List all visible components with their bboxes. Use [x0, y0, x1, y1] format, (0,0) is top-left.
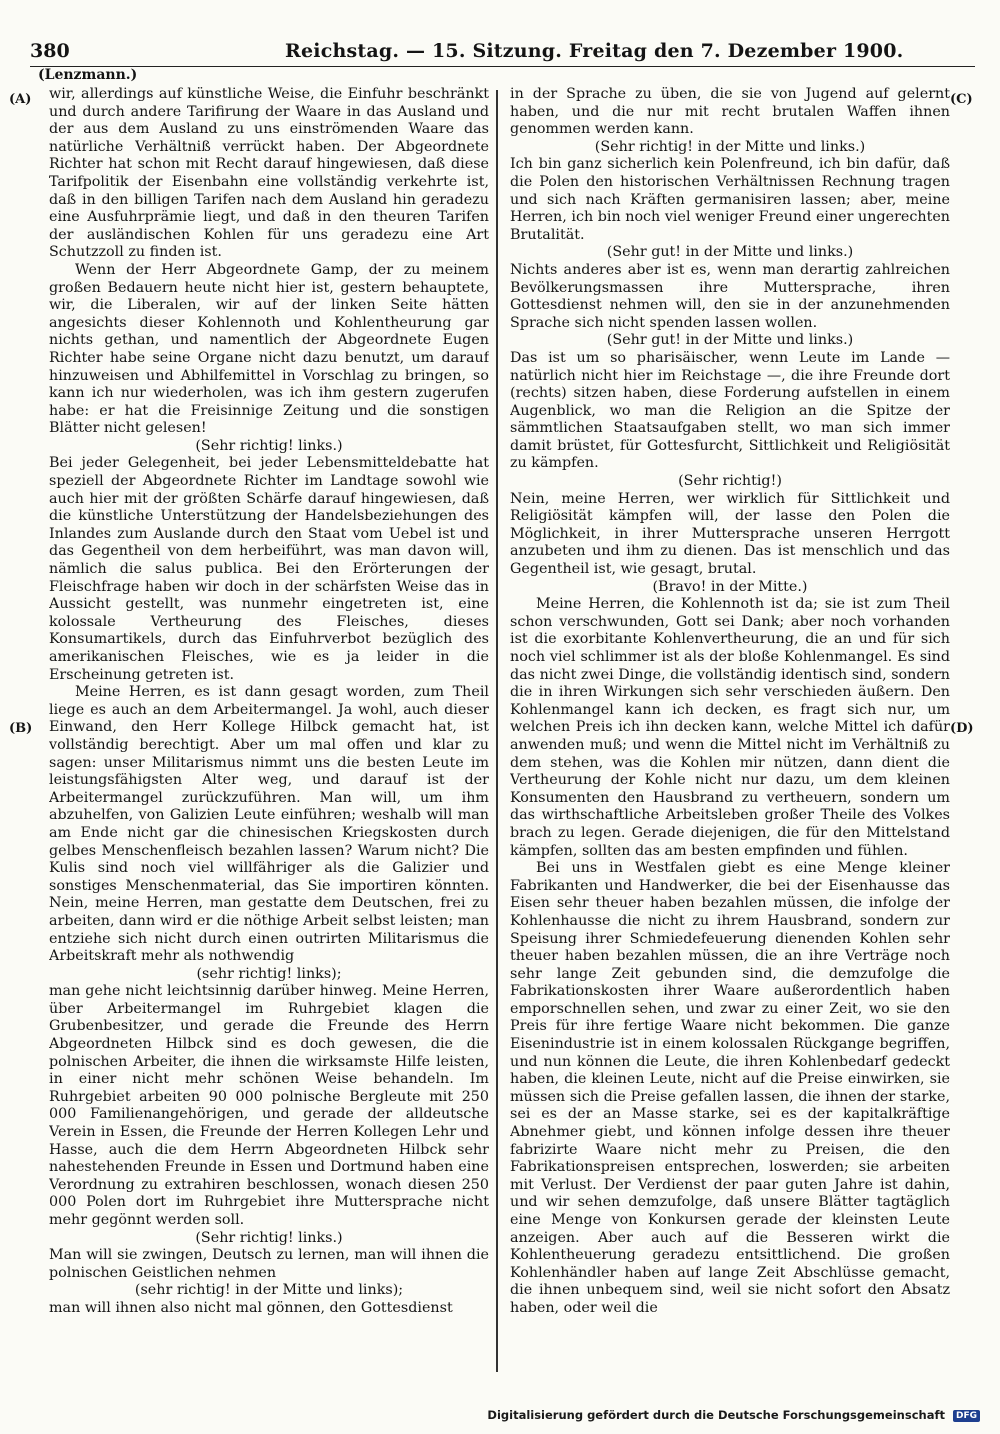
interjection: (sehr richtig! in der Mitte und links);: [134, 1282, 404, 1299]
margin-marker-c: (C): [950, 92, 973, 107]
page-number: 380: [30, 40, 70, 62]
paragraph: Nein, meine Herren, wer wirklich für Sittlichkeit und Religiösität kämpfen will, der lasse den Polen die Möglichkeit, in ihrer Muttersprache unseren Herrgott anzubeten und ihm zu dienen. Das ist menschlich und das Gegentheil ist, wie gesagt, brutal.: [510, 490, 950, 578]
paragraph: Meine Herren, es ist dann gesagt worden, zum Theil liege es auch an dem Arbeitermangel. Ja wohl, auch dieser Einwand, den Herr Kollege Hilbck gemacht hat, ist vollständig berechtigt. Aber um mal offen und klar zu sagen: unser Militarismus nimmt uns die besten Leute im leistungsfähigsten Alter weg, und darauf ist der Arbeitermangel zurückzuführen. Man will, um ihm abzuhelfen, von Galizien Leute einführen; weshalb will man am Ende nicht gar die chinesischen Kriegskosten durch gelbes Menschenfleisch bezahlen lassen? Warum nicht? Die Kulis sind noch viel willfähriger als die Galizier und sonstiges Menschenmaterial, das Sie importiren könnten. Nein, meine Herren, man gestatte dem Deutschen, frei zu arbeiten, dann wird er die nöthige Arbeit selbst leisten; man entziehe sich nicht durch einen outrirten Militarismus die Arbeitskraft mehr als nothwendig: [49, 684, 489, 965]
page-header: [30, 36, 975, 67]
paragraph: in der Sprache zu üben, die sie von Jugend auf gelernt haben, und die nur mit recht brutalen Waffen ihnen genommen werden kann.: [510, 86, 950, 138]
interjection: (Sehr richtig! links.): [195, 437, 343, 454]
paragraph: Wenn der Herr Abgeordnete Gamp, der zu meinem großen Bedauern heute nicht hier ist, gestern behauptete, wir, die Liberalen, wir auf der linken Seite hätten angesichts dieser Kohlennoth und Kohlentheurung gar nichts gethan, und namentlich der Abgeordnete Eugen Richter habe seine Organe nicht dazu benutzt, um darauf hinzuweisen und Abhilfemittel in Vorschlag zu bringen, so kann ich nur wiederholen, was ich ihm gestern zugerufen habe: er hat die Freisinnige Zeitung und die sonstigen Blätter nicht gelesen!: [49, 261, 489, 437]
left-column: [49, 86, 489, 1371]
column-divider: [496, 90, 498, 1372]
paragraph: Bei jeder Gelegenheit, bei jeder Lebensmitteldebatte hat speziell der Abgeordnete Richter im Landtage sowohl wie auch hier mit der größten Schärfe darauf hingewiesen, daß die künstliche Unterstützung der Handelsbeziehungen des Inlandes zum Auslande durch den Staat vom Uebel ist und das Gegentheil von dem herbeiführt, was man davon will, nämlich die salus publica. Bei den Erörterungen der Fleischfrage haben wir doch in der schärfsten Weise das in Aussicht gestellt, was nunmehr eingetreten ist, eine kolossale Vertheurung des Fleisches, dieses Konsumartikels, durch das Einfuhrverbot bezüglich des amerikanischen Fleisches, wie es ja leider in die Erscheinung getreten ist.: [49, 455, 489, 683]
paragraph: Man will sie zwingen, Deutsch zu lernen, man will ihnen die polnischen Geistlichen nehmen: [49, 1247, 489, 1281]
footer-text: Digitalisierung gefördert durch die Deutsche Forschungsgemeinschaft: [487, 1408, 945, 1422]
footer-credit: [487, 1408, 980, 1422]
paragraph: wir, allerdings auf künstliche Weise, die Einfuhr beschränkt und durch andere Tarifirung der Waare in das Ausland und der aus dem Ausland zu uns einströmenden Waare das natürliche Verhältniß verrückt haben. Der Abgeordnete Richter hat schon mit Recht darauf hingewiesen, daß diese Tarifpolitik der Eisenbahn eine vollständig verkehrte ist, daß in den billigen Tarifen nach dem Ausland hin geradezu eine Ausfuhrprämie liegt, und daß in den theuren Tarifen der ausländischen Kohlen für uns geradezu eine Art Schutzzoll zu finden ist.: [49, 86, 489, 261]
interjection: (Sehr richtig! links.): [195, 1229, 343, 1246]
right-column: [510, 86, 950, 1371]
paragraph: Ich bin ganz sicherlich kein Polenfreund, ich bin dafür, daß die Polen den historischen Verhältnissen Rechnung tragen und sich nach Kräften germanisiren lassen; aber, meine Herren, ich bin noch viel weniger Freund einer ungerechten Brutalität.: [510, 156, 950, 243]
paragraph: Nichts anderes aber ist es, wenn man derartig zahlreichen Bevölkerungsmassen ihre Muttersprache, ihren Gottesdienst nehmen will, den sie in der anzunehmenden Sprache sich nicht spenden lassen wollen.: [510, 261, 950, 331]
interjection: (Sehr richtig!): [678, 473, 782, 490]
margin-marker-a: (A): [9, 92, 32, 107]
paragraph: man will ihnen also nicht mal gönnen, den Gottesdienst: [49, 1299, 453, 1316]
margin-marker-b: (B): [9, 721, 33, 736]
interjection: (Bravo! in der Mitte.): [652, 578, 808, 595]
running-title: Reichstag. — 15. Sitzung. Freitag den 7. Dezember 1900.: [285, 40, 904, 62]
interjection: (Sehr gut! in der Mitte und links.): [606, 244, 854, 261]
interjection: (sehr richtig! links);: [196, 965, 342, 982]
paragraph: Das ist um so pharisäischer, wenn Leute im Lande — natürlich nicht hier im Reichstage —, die ihre Freunde dort (rechts) sitzen haben, diese Forderung aufstellen in einem Augenblick, wo man die Religion an die Spitze der sämmtlichen Staatsaufgaben stellt, wo man sich immer damit brüstet, für Gottesfurcht, Sittlichkeit und Religiösität zu kämpfen.: [510, 349, 950, 472]
margin-marker-d: (D): [950, 721, 974, 736]
speaker-label: (Lenzmann.): [38, 67, 138, 83]
paragraph: Bei uns in Westfalen giebt es eine Menge kleiner Fabrikanten und Handwerker, die bei der Eisenhausse das Eisen sehr theuer haben bezahlen müssen, die infolge der Kohlenhausse die nicht zu ihrem Hausbrand, sondern zur Speisung ihrer Schmiedefeuerung dienenden Kohlen sehr theuer haben bezahlen müssen, die an ihre Verträge noch sehr lange Zeit gebunden sind, die demzufolge die Fabrikationskosten ihrer Waare außerordentlich haben emporschnellen sehen, und zwar zu einer Zeit, wo sie den Preis für ihre fertige Waare nicht bekommen. Die ganze Eisenindustrie ist in einem kolossalen Rückgange begriffen, und nun können die Leute, die ihren Kohlenbedarf gedeckt haben, die kleinen Leute, nicht auf die Preise einwirken, sie müssen sich die Preise gefallen lassen, die ihnen der starke, sei es der an Masse starke, sei es der kapitalkräftige Abnehmer giebt, und können infolge dessen ihre theuer fabrizirte Waare nicht mehr zu Preisen, die den Fabrikationspreisen entsprechen, loswerden; sie arbeiten mit Verlust. Der Verdienst der paar guten Jahre ist dahin, und wir sehen demzufolge, daß unsere Blätter tagtäglich eine Menge von Konkursen gerade der kleinsten Leute anzeigen. Aber auch auf die Besseren wirkt die Kohlentheuerung geradezu entsittlichend. Die großen Kohlenhändler haben auf lange Zeit Abschlüsse gemacht, die ihnen unbequem sind, weil sie nicht sofort den Absatz haben, oder weil die: [510, 860, 950, 1316]
dfg-logo: DFG: [953, 1410, 980, 1422]
paragraph: Meine Herren, die Kohlennoth ist da; sie ist zum Theil schon verschwunden, Gott sei Dank; aber noch vorhanden ist die exorbitante Kohlenvertheurung, die an und für sich noch viel schlimmer ist als der bloße Kohlenmangel. Es sind das nicht zwei Dinge, die vollständig identisch sind, sondern die in ihren Wirkungen sich sehr verschieden äußern. Den Kohlenmangel kann ich decken, es fragt sich nur, um welchen Preis ich ihn decken kann, welche Mittel ich dafür anwenden muß; und wenn die Mittel nicht im Verhältniß zu dem stehen, was die Kohlen mir nützen, dann dient die Vertheurung der Kohle nicht nur dazu, um dem kleinen Konsumenten den Hausbrand zu vertheuern, sondern um das wirthschaftliche Arbeitsleben großer Theile des Volkes brach zu legen. Gerade diejenigen, die für den Mittelstand kämpfen, sollten das am besten empfinden und fühlen.: [510, 596, 950, 859]
paragraph: man gehe nicht leichtsinnig darüber hinweg. Meine Herren, über Arbeitermangel im Ruhrgebiet klagen die Grubenbesitzer, und gerade die Freunde des Herrn Abgeordneten Hilbck sind es doch gewesen, die die polnischen Arbeiter, die ihnen die wirksamste Hilfe leisten, in einer nicht mehr schönen Weise behandeln. Im Ruhrgebiet arbeiten 90 000 polnische Bergleute mit 250 000 Familienangehörigen, und gerade der alldeutsche Verein in Essen, die Freunde der Herren Kollegen Lehr und Hasse, auch die dem Herrn Abgeordneten Hilbck sehr nahestehenden Freunde in Essen und Dortmund haben eine Verordnung zu extrahiren beschlossen, wonach diesen 250 000 Polen dort im Ruhrgebiet ihre Muttersprache nicht mehr gegönnt werden soll.: [49, 983, 489, 1228]
interjection: (Sehr richtig! in der Mitte und links.): [594, 138, 866, 155]
interjection: (Sehr gut! in der Mitte und links.): [606, 332, 854, 349]
